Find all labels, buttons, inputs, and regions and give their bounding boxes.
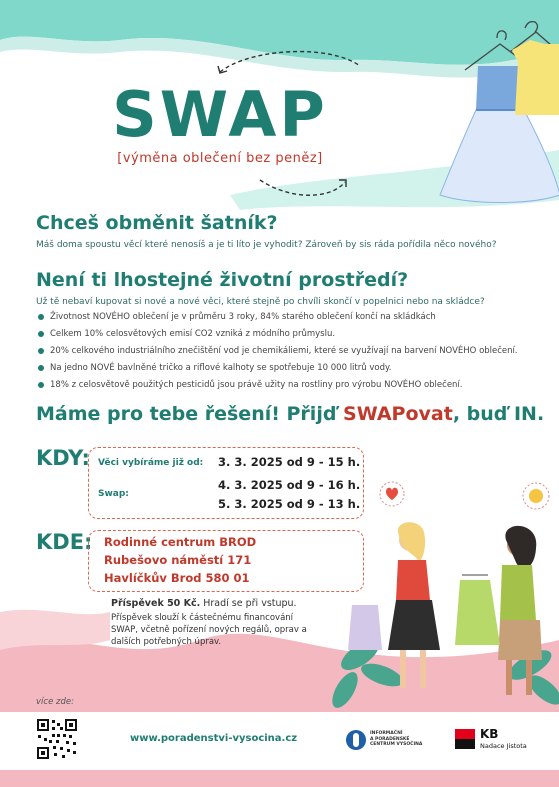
fact-text: Životnost NOVÉHO oblečení je v průměru 3 roky, 84% starého oblečení končí na skládkách [50,312,436,322]
heart-bubble-icon [380,482,404,506]
address-line-2: Rubešovo náměstí 171 [104,553,252,567]
cta-before: Máme pro tebe řešení! Přijď [36,403,344,425]
when-label: KDY: [36,446,90,470]
contribution-line-3: SWAP, včetně pořízení nových regálů, oprav a [111,625,307,635]
bottom-wave-pink [0,634,559,712]
facts-list [36,309,551,394]
contribution-rest: Hradí se při vstupu. [200,598,297,609]
swap-label: Swap: [98,489,129,499]
smile-bubble-icon [523,483,549,509]
footer-strip-top [0,705,559,712]
bullet-icon [38,331,44,337]
qr-code-icon[interactable] [36,718,78,760]
where-label: KDE: [36,530,93,554]
fact-text: 20% celkového industriálního znečištění vod je chemikáliemi, které se využívají na barvení NOVÉHO oblečení. [50,346,518,356]
section2-heading: Není ti lhostejné životní prostředí? [36,269,409,291]
contribution-line-2: Příspěvek slouží k částečnému financování [111,613,294,623]
section2-intro: Už tě nebaví kupovat si nové a nové věci, které stejně po chvíli skončí v popelnici nebo na skládce? [36,297,485,307]
kb-logo-icon [455,729,475,749]
logo1-line3: CENTRUM VYSOČINA [370,742,423,747]
fact-text: Celkem 10% celosvětových emisí CO2 vzniká z módního průmyslu. [50,329,336,339]
bullet-icon [38,382,44,388]
section1-heading: Chceš obměnit šatník? [36,212,278,234]
kb-logo-brand: KB [480,727,499,741]
contribution-line-1 [111,598,297,610]
fact-text: 18% z celosvětově použitých pesticidů jsou právě užity na rostliny pro výrobu NOVÉHO oblečení. [50,380,463,390]
page-subtitle: [výměna oblečení bez peněz] [117,151,323,166]
collect-label: Věci vybíráme již od: [98,458,204,468]
contribution-line-4: dalších potřebných úprav. [111,637,222,647]
more-info-label: více zde: [36,697,74,707]
swap-date-1: 4. 3. 2025 od 9 - 16 h. [218,478,361,492]
address-line-3: Havlíčkův Brod 580 01 [104,571,250,585]
kb-logo-text: Nadace Jistota [480,742,527,750]
list-item [36,343,551,360]
collect-date: 3. 3. 2025 od 9 - 15 h. [218,455,361,469]
page-title: SWAP [112,78,328,151]
list-item [36,360,551,377]
call-to-action [36,403,544,425]
website-link[interactable]: www.poradenstvi-vysocina.cz [130,733,298,744]
contribution-amount: Příspěvek 50 Kč. [111,598,201,609]
footer-strip-bottom [0,770,559,787]
bottom-wave-pink-light [0,610,110,650]
info-center-logo-text [370,731,422,748]
logo1-line2: A PORADENSKÉ [370,736,410,742]
bullet-icon [38,348,44,354]
info-center-logo-icon [346,730,366,750]
bullet-icon [38,365,44,371]
list-item [36,309,551,326]
address-line-1: Rodinné centrum BROD [104,535,257,549]
list-item [36,377,551,394]
cta-after: , buď IN. [452,403,545,425]
cta-accent: SWAPovat [343,403,453,425]
section1-text: Máš doma spoustu věcí které nenosíš a je ti líto je vyhodit? Zároveň by sis ráda pořídila něco nového? [36,240,497,250]
logo1-line1: INFORMAČNÍ [370,731,403,736]
fact-text: Na jedno NOVÉ bavlněné tričko a riflové kalhoty se spotřebuje 10 000 litrů vody. [50,363,392,373]
list-item [36,326,551,343]
swap-date-2: 5. 3. 2025 od 9 - 13 h. [218,497,361,511]
bullet-icon [38,314,44,320]
